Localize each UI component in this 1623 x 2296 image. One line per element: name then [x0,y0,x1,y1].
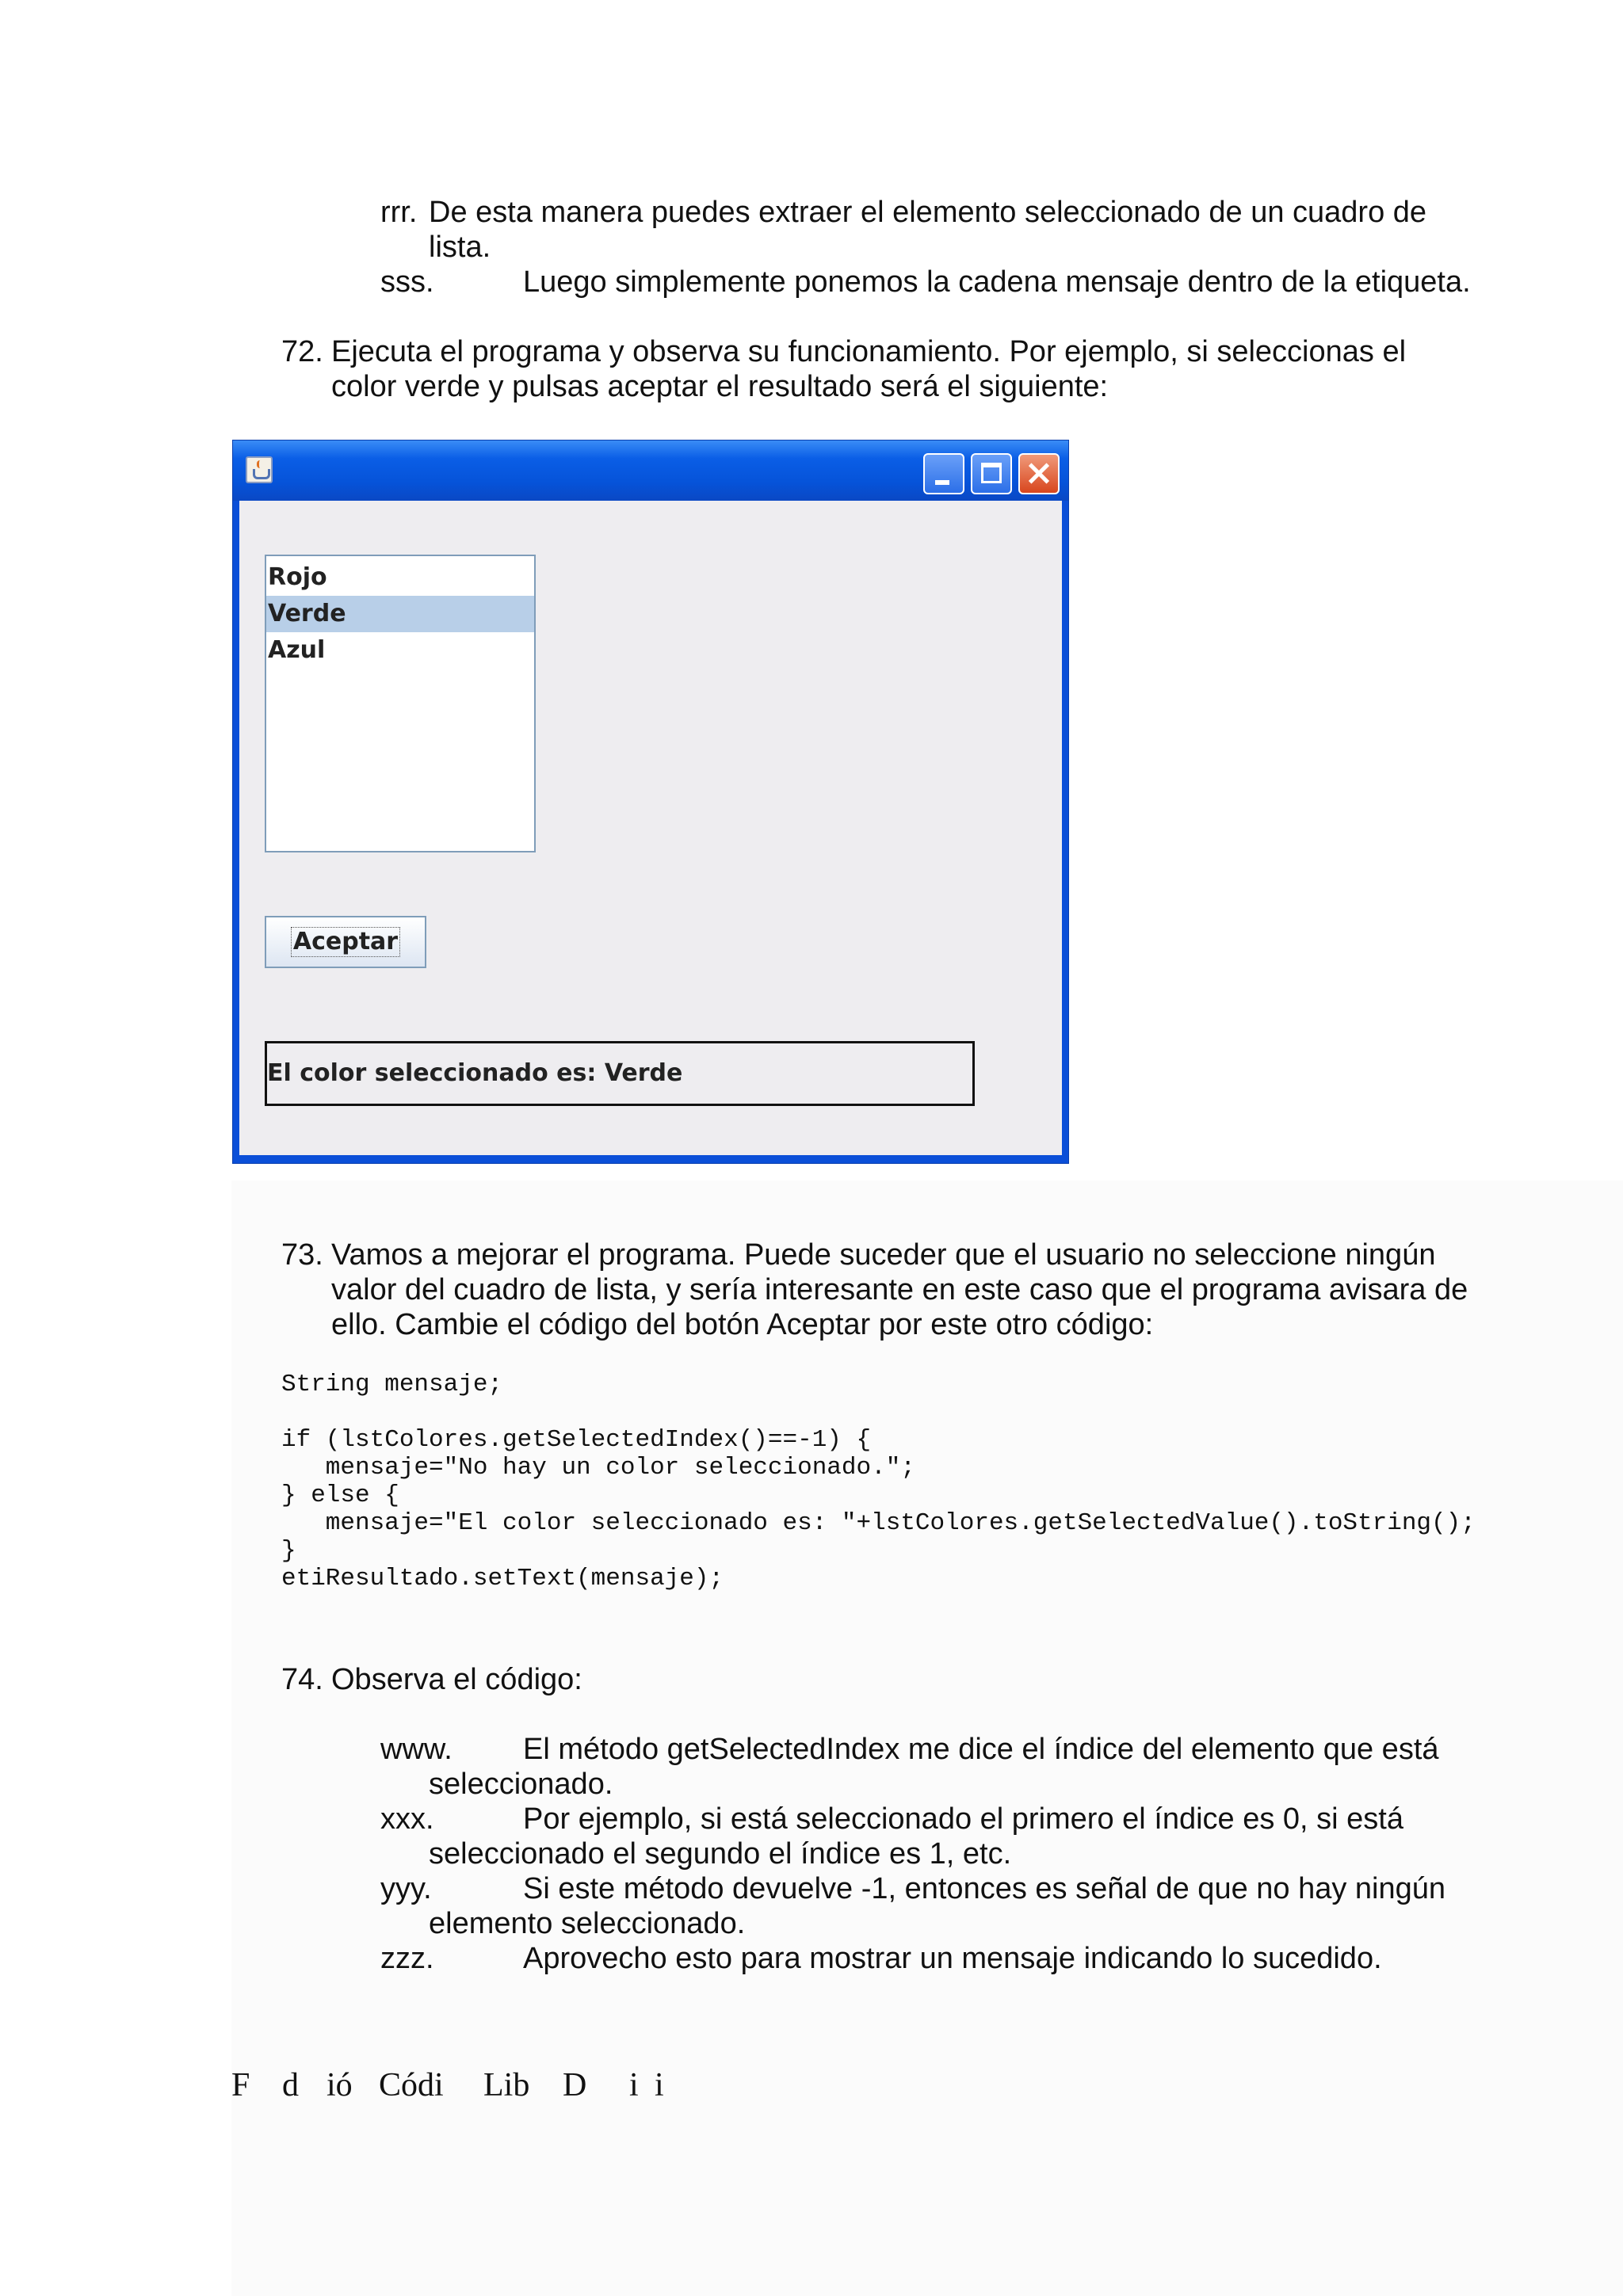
window-content [239,501,1062,1155]
aceptar-button-label: Aceptar [291,927,400,957]
code-line-1: String mensaje; [281,1371,503,1398]
item-yyy-line2: elemento seleccionado. [429,1907,746,1940]
item-marker-yyy: yyy. [380,1872,432,1905]
item-sss-line1: Luego simplemente ponemos la cadena mensaje dentro de la etiqueta. [523,265,1471,299]
item-marker-zzz: zzz. [380,1942,434,1975]
code-line-7: } [281,1537,296,1565]
step-72-number: 72. [281,335,323,368]
item-marker-rrr: rrr. [380,196,418,229]
item-zzz-line1: Aprovecho esto para mostrar un mensaje indicando lo sucedido. [523,1942,1382,1975]
item-xxx-line2: seleccionado el segundo el índice es 1, etc. [429,1837,1012,1871]
result-label: El color seleccionado es: Verde [265,1041,975,1106]
aceptar-button[interactable] [265,916,426,968]
maximize-button[interactable] [971,453,1012,494]
maximize-icon [981,463,1002,483]
list-item-rojo[interactable]: Rojo [268,563,327,591]
step-74-text: Observa el código: [331,1663,582,1696]
footer-fragment: i [629,2067,639,2103]
item-marker-www: www. [380,1733,453,1766]
java-cup-icon[interactable] [246,456,273,483]
item-rrr-line2: lista. [429,231,491,264]
code-line-4: mensaje="No hay un color seleccionado."; [281,1454,915,1482]
item-rrr-line1: De esta manera puedes extraer el elemento seleccionado de un cuadro de [429,196,1427,229]
footer-fragment: i [655,2067,664,2103]
close-button[interactable] [1018,453,1060,494]
code-line-5: } else { [281,1482,399,1509]
step-73-number: 73. [281,1238,323,1272]
step-72-line1: Ejecuta el programa y observa su funcionamiento. Por ejemplo, si seleccionas el [331,335,1407,368]
item-www-line2: seleccionado. [429,1768,613,1801]
item-yyy-line1: Si este método devuelve -1, entonces es señal de que no hay ningún [523,1872,1446,1905]
minimize-button[interactable] [923,453,964,494]
list-item-azul[interactable]: Azul [268,636,326,664]
footer-fragment: Códi [379,2067,444,2103]
code-line-6: mensaje="El color seleccionado es: "+lstColores.getSelectedValue().toString(); [281,1509,1476,1537]
item-www-line1: El método getSelectedIndex me dice el índice del elemento que está [523,1733,1439,1766]
minimize-icon [935,480,949,485]
item-xxx-line1: Por ejemplo, si está seleccionado el primero el índice es 0, si está [523,1802,1403,1836]
list-item-verde[interactable]: Verde [266,596,534,632]
footer-fragment: Lib [483,2067,530,2103]
item-marker-xxx: xxx. [380,1802,434,1836]
color-listbox[interactable] [265,555,536,852]
footer-fragment: d [282,2067,299,2103]
step-73-line1: Vamos a mejorar el programa. Puede suceder que el usuario no seleccione ningún [331,1238,1436,1272]
step-74-number: 74. [281,1663,323,1696]
java-window [232,440,1069,1164]
item-marker-sss: sss. [380,265,434,299]
footer-fragment: ió [327,2067,353,2103]
code-line-3: if (lstColores.getSelectedIndex()==-1) { [281,1426,872,1454]
footer-fragment: F [231,2067,250,2103]
step-73-line3: ello. Cambie el código del botón Aceptar por este otro código: [331,1308,1154,1341]
step-72-line2: color verde y pulsas aceptar el resultado será el siguiente: [331,370,1109,403]
step-73-line2: valor del cuadro de lista, y sería interesante en este caso que el programa avisara de [331,1273,1468,1306]
footer-fragment: D [563,2067,587,2103]
window-titlebar[interactable] [233,441,1068,501]
code-line-8: etiResultado.setText(mensaje); [281,1565,724,1592]
